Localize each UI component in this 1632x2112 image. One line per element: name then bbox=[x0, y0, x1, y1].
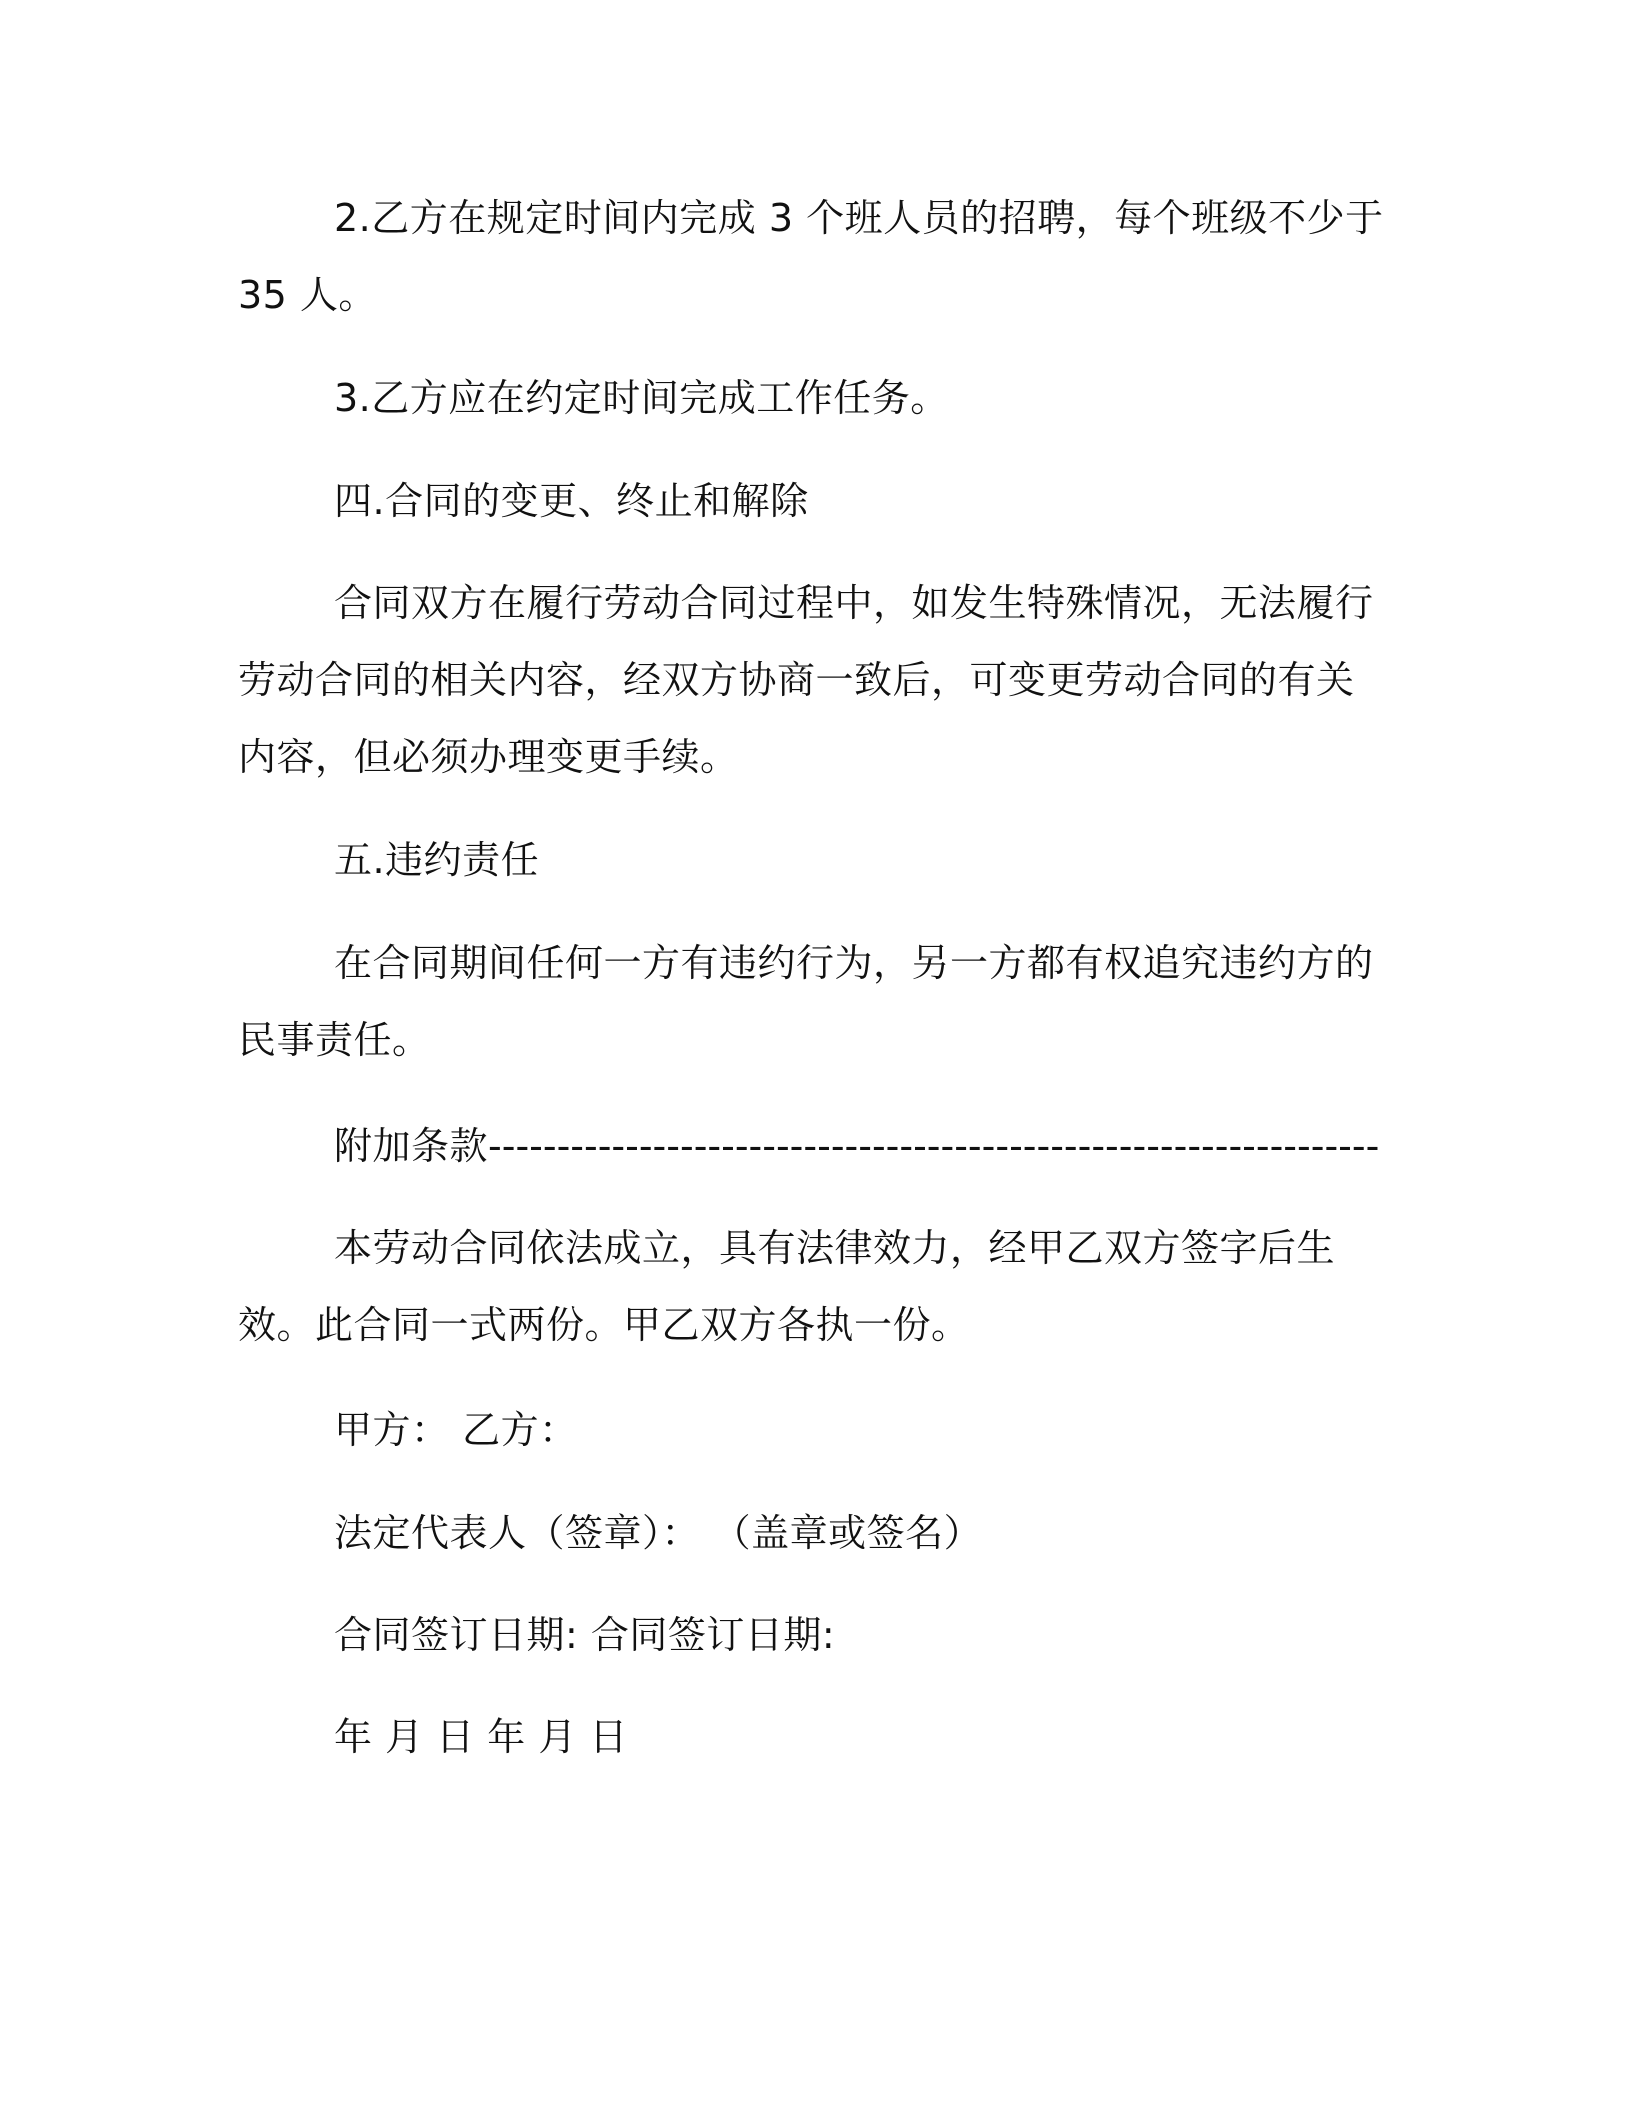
parties-line: 甲方： 乙方： bbox=[334, 1408, 578, 1452]
validity-clause: 本劳动合同依法成立，具有法律效力，经甲乙双方签字后生效。此合同一式两份。甲乙双方各执一份。 bbox=[238, 1226, 1336, 1347]
annex-dashes: ----------------------------------------------------------------- bbox=[488, 1124, 1380, 1168]
annex-line bbox=[334, 1108, 1379, 1185]
section-4-body: 合同双方在履行劳动合同过程中，如发生特殊情况，无法履行劳动合同的相关内容，经双方协商一致后，可变更劳动合同的有关内容，但必须办理变更手续。 bbox=[238, 581, 1374, 779]
section-4-heading: 四.合同的变更、终止和解除 bbox=[334, 479, 809, 523]
clause-2-recruitment: 2.乙方在规定时间内完成 3 个班人员的招聘，每个班级不少于 35 人。 bbox=[238, 196, 1384, 317]
section-5-heading: 五.违约责任 bbox=[334, 838, 540, 882]
date-fields-line: 年 月 日 年 月 日 bbox=[334, 1715, 628, 1759]
section-5-body: 在合同期间任何一方有违约行为，另一方都有权追究违约方的民事责任。 bbox=[238, 941, 1374, 1062]
annex-label: 附加条款 bbox=[334, 1124, 489, 1168]
signing-date-line: 合同签订日期: 合同签订日期: bbox=[334, 1613, 836, 1657]
clause-3-work-task: 3.乙方应在约定时间完成工作任务。 bbox=[334, 376, 949, 420]
legal-representative-line: 法定代表人（签章）： （盖章或签名） bbox=[334, 1511, 983, 1555]
